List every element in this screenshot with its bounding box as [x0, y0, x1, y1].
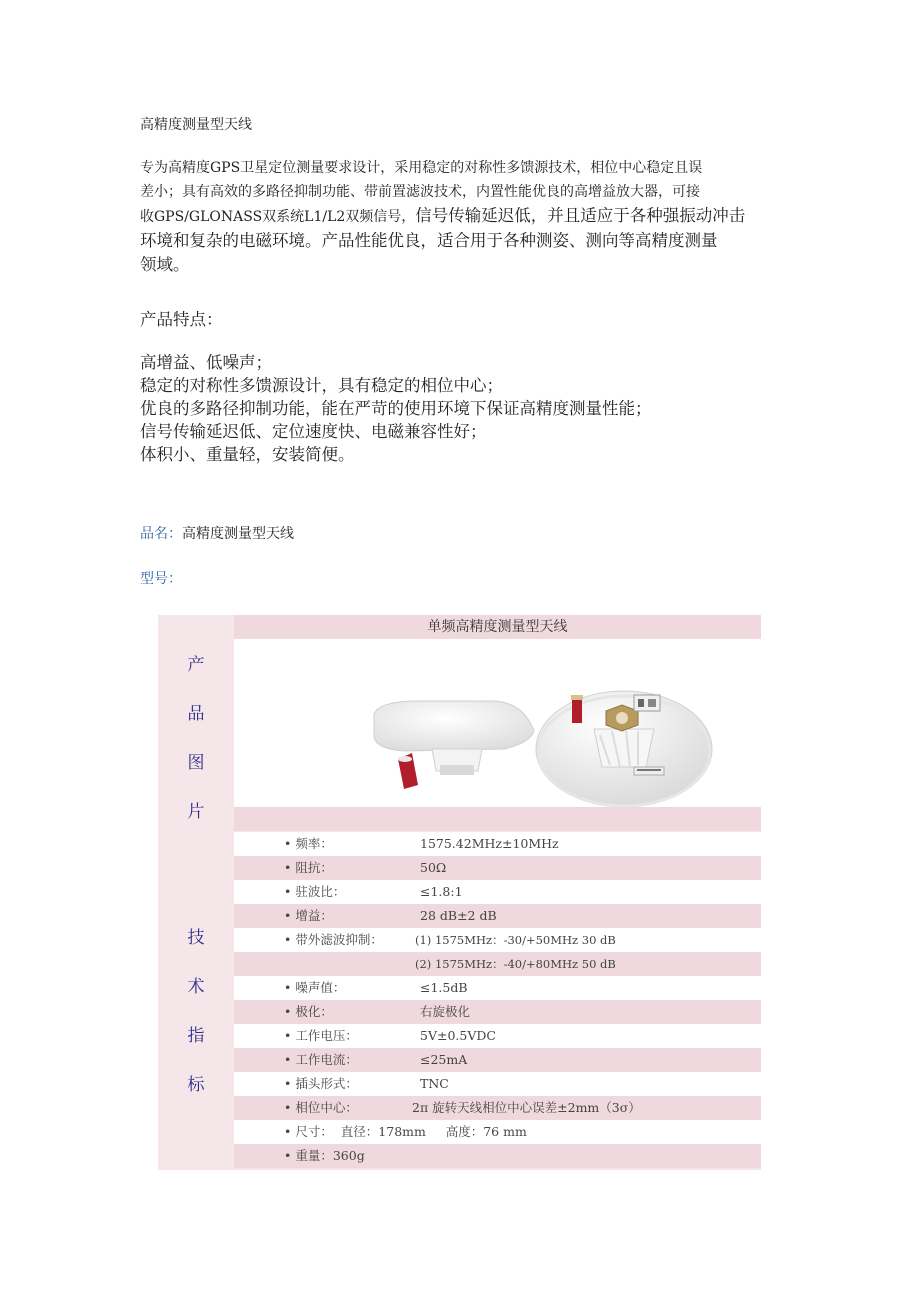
spec-key: • 阻抗： — [284, 860, 333, 875]
spec-key: • 工作电流： — [284, 1052, 358, 1067]
spec-row-weight — [234, 1144, 761, 1168]
product-image-cell — [234, 639, 761, 807]
label-char: 标 — [187, 1075, 205, 1095]
spec-row-connector — [234, 1072, 761, 1096]
feature-item: 体积小、重量轻，安装简便。 — [140, 445, 355, 464]
feature-item: 高增益、低噪声； — [140, 353, 272, 372]
spec-row-polarization — [234, 1000, 761, 1024]
product-model-label: 型号： — [140, 571, 182, 587]
spec-key: • 增益： — [284, 908, 333, 923]
spec-value: ≤1.5dB — [420, 980, 468, 995]
spec-key: • 极化： — [284, 1004, 333, 1019]
spec-table — [158, 615, 761, 1170]
spec-row-phase-center — [234, 1096, 761, 1120]
label-char: 指 — [187, 1026, 205, 1046]
intro-line — [140, 204, 785, 229]
label-char: 产 — [187, 655, 205, 675]
spec-row-voltage — [234, 1024, 761, 1048]
spec-key: • 插头形式： — [284, 1076, 358, 1091]
intro-line-part: 收GPS/GLONASS双系统L1/L2双频信号， — [140, 209, 416, 225]
intro-paragraph — [140, 156, 785, 277]
antenna-product-image — [234, 639, 761, 807]
document-title: 高精度测量型天线 — [140, 117, 252, 133]
spec-row-vswr — [234, 880, 761, 904]
spec-key: • 工作电压： — [284, 1028, 358, 1043]
blank-row — [234, 807, 761, 831]
features-heading: 产品特点： — [140, 310, 223, 329]
spec-value: 1575.42MHz±10MHz — [420, 836, 559, 851]
spec-value: 5V±0.5VDC — [420, 1028, 496, 1043]
spec-row-out-of-band-2 — [234, 952, 761, 976]
spec-key: • 相位中心： — [284, 1100, 358, 1115]
spec-key: • 噪声值： — [284, 980, 346, 995]
spec-key: • 带外滤波抑制： — [284, 932, 383, 947]
product-model-line — [140, 568, 182, 588]
product-name-line — [140, 523, 294, 543]
spec-row-frequency — [234, 832, 761, 856]
spec-value: 28 dB±2 dB — [420, 908, 497, 923]
spec-value: ≤1.8:1 — [420, 884, 463, 899]
spec-value: 2π 旋转天线相位中心误差±2mm（3σ） — [412, 1100, 641, 1115]
product-image-label — [158, 641, 234, 837]
spec-row-gain — [234, 904, 761, 928]
feature-item: 稳定的对称性多馈源设计，具有稳定的相位中心； — [140, 376, 503, 395]
spec-row-current — [234, 1048, 761, 1072]
label-char: 技 — [187, 928, 205, 948]
spec-key: • 驻波比： — [284, 884, 346, 899]
spec-row-out-of-band — [234, 928, 761, 952]
spec-table-header: 单频高精度测量型天线 — [234, 615, 761, 639]
label-char: 图 — [187, 753, 205, 773]
intro-line: 环境和复杂的电磁环境。产品性能优良，适合用于各种测姿、测向等高精度测量 — [140, 231, 718, 250]
spec-row-impedance — [234, 856, 761, 880]
feature-item: 优良的多路径抑制功能，能在严苛的使用环境下保证高精度测量性能； — [140, 399, 652, 418]
label-char: 术 — [187, 977, 205, 997]
spec-key: • 频率： — [284, 836, 333, 851]
spec-row-noise — [234, 976, 761, 1000]
intro-line: 差小；具有高效的多路径抑制功能、带前置滤波技术，内置性能优良的高增益放大器，可接 — [140, 184, 700, 200]
label-char: 片 — [187, 802, 205, 822]
intro-line-part: 信号传输延迟低，并且适应于各种强振动冲击 — [415, 206, 746, 225]
antenna-side-view — [374, 701, 534, 789]
intro-line: 专为高精度GPS卫星定位测量要求设计，采用稳定的对称性多馈源技术，相位中心稳定且误 — [140, 160, 703, 176]
product-name-value: 高精度测量型天线 — [182, 526, 294, 542]
spec-value: TNC — [420, 1076, 449, 1091]
spec-row-size — [234, 1120, 761, 1144]
spec-key: • 重量：360g — [284, 1148, 365, 1163]
features-list — [140, 351, 652, 466]
spec-value: (2) 1575MHz：-40/+80MHz 50 dB — [415, 957, 616, 971]
label-char: 品 — [187, 704, 205, 724]
spec-value: ≤25mA — [420, 1052, 468, 1067]
spec-value: 50Ω — [420, 860, 447, 875]
spec-value: 右旋极化 — [420, 1004, 471, 1019]
product-name-label: 品名： — [140, 526, 182, 542]
spec-value: (1) 1575MHz：-30/+50MHz 30 dB — [415, 933, 616, 947]
antenna-top-view — [536, 691, 712, 807]
feature-item: 信号传输延迟低、定位速度快、电磁兼容性好； — [140, 422, 487, 441]
spec-key: • 尺寸： 直径：178mm 高度：76 mm — [284, 1124, 527, 1139]
intro-line: 领域。 — [140, 255, 190, 274]
tech-spec-label — [158, 914, 234, 1110]
